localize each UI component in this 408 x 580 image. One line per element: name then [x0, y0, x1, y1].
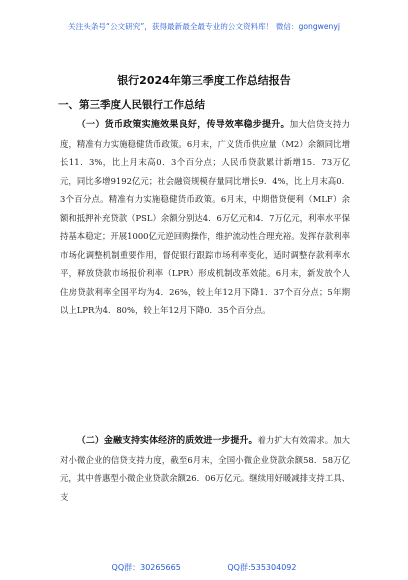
footer-qq-group-2: QQ群:535304092 — [227, 563, 297, 572]
paragraph-2 — [60, 431, 350, 506]
document-title: 银行2024年第三季度工作总结报告 — [117, 74, 291, 87]
paragraph-1 — [60, 115, 350, 320]
section-heading: 一、第三季度人民银行工作总结 — [58, 99, 205, 111]
paragraph-1-body: 加大信贷支持力度，精准有力实施稳健货币政策。6月末，广义货币供应量（M2）余额同比增长11．3%，比上月末高0．3个百分点；人民币贷款累计新增15．73万亿元，同比多增9192亿元；社会融资规模存量同比增长9．4%，比上月末高0．3个百分点。精准有力实施稳健货币政策。6月末，中期借贷便利（MLF）余额和抵押补充贷款（PSL）余额分别达4．6万亿元和4．7万亿元，利率水平保持基本稳定；开展1000亿元逆回购操作，维护流动性合理充裕。发挥存款利率市场化调整机制重要作用，督促银行跟踪市场利率变化，适时调整存款利率水平，释放贷款市场报价利率（LPR）形成机制改革效能。6月末，新发放个人住房贷款利率全国平均为4．26%，较上年12月下降1．37个百分点；5年期以上LPR为4．80%，较上年12月下降0．35个百分点。 — [60, 119, 350, 315]
header-promo-note: 关注头条号“公文研究”，获得最新最全最专业的公文资料库！ 微信：gongwenyj — [68, 22, 340, 31]
footer-qq-groups — [0, 562, 408, 573]
paragraph-2-body: 着力扩大有效需求。加大对小微企业的信贷支持力度，截至6月末，全国小微企业贷款余额58．58万亿元，其中普惠型小微企业贷款余额26．06万亿元。继续用好暖减排支持工具、支 — [60, 435, 350, 502]
paragraph-1-lead: （一）货币政策实施效果良好，传导效率稳步提升。 — [76, 120, 290, 130]
footer-qq-group-1: QQ群：30265665 — [111, 563, 181, 572]
paragraph-2-lead: （二）金融支持实体经济的质效进一步提升。 — [76, 436, 258, 446]
